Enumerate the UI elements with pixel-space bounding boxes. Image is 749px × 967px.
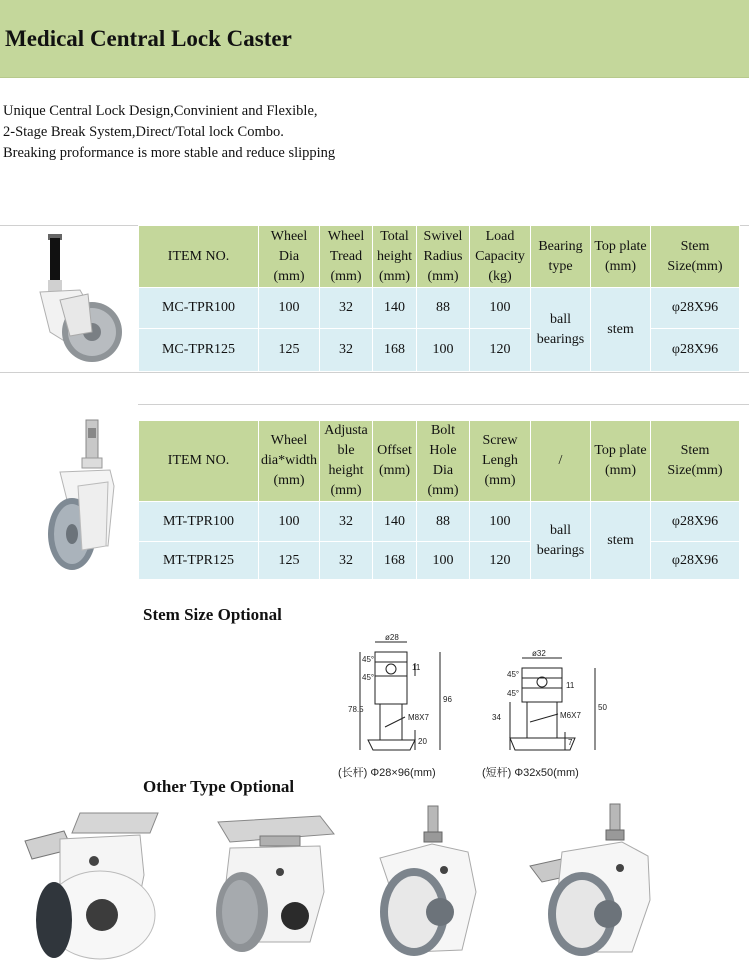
long-stem-caption: (长杆) Φ28×96(mm) (338, 767, 436, 779)
table-cell: 100 (470, 288, 531, 329)
page-title: Medical Central Lock Caster (5, 26, 292, 51)
table-cell: 32 (320, 329, 373, 372)
caster-threaded-stem-image (372, 802, 502, 962)
page-header (0, 0, 749, 78)
dim-label: 45° (362, 673, 375, 682)
divider (0, 372, 749, 373)
table-cell: 100 (259, 502, 320, 542)
intro-text (3, 101, 335, 164)
dim-label: ø32 (532, 649, 546, 658)
table-cell: 120 (470, 542, 531, 580)
table-header-cell: Offset (mm) (373, 421, 417, 502)
top-plate: stem (591, 502, 651, 580)
dim-label: 45° (362, 655, 375, 664)
spec-table-mc (138, 225, 740, 372)
dim-label: 34 (492, 713, 501, 722)
dim-label: 11 (412, 663, 421, 672)
table-cell: 88 (417, 502, 470, 542)
table-cell: 125 (259, 542, 320, 580)
stem-size: φ28X96 (651, 288, 740, 329)
caster-mc-image (30, 232, 130, 368)
table-row (139, 502, 740, 542)
table-cell: 100 (417, 329, 470, 372)
item-no: MT-TPR100 (139, 502, 259, 542)
other-type-title: Other Type Optional (143, 777, 295, 796)
dim-label: 50 (598, 703, 607, 712)
table-cell: 32 (320, 542, 373, 580)
intro-line: Unique Central Lock Design,Convinient and Flexible, (3, 103, 318, 119)
dim-label: 96 (443, 695, 452, 704)
table-header-cell: Screw Lengh (mm) (470, 421, 531, 502)
table-header-cell: Swivel Radius (mm) (417, 226, 470, 288)
top-plate: stem (591, 288, 651, 372)
table-cell: 140 (373, 502, 417, 542)
short-stem-caption: (短杆) Φ32x50(mm) (482, 767, 579, 779)
table-header-cell: Total height (mm) (373, 226, 417, 288)
spec-table-mt (138, 420, 740, 580)
caster-top-plate-brake-image (20, 805, 170, 965)
table-header-cell: Adjusta ble height (mm) (320, 421, 373, 502)
table-header-cell: Top plate (mm) (591, 421, 651, 502)
table-cell: 120 (470, 329, 531, 372)
table-header-cell: ITEM NO. (139, 421, 259, 502)
bearing-type: ball bearings (531, 502, 591, 580)
caster-top-plate-image (200, 812, 350, 962)
divider (138, 404, 749, 405)
table-header-cell: Stem Size(mm) (651, 421, 740, 502)
table-header-cell: Wheel Tread (mm) (320, 226, 373, 288)
dim-label: 7 (568, 738, 573, 747)
stem-size: φ28X96 (651, 329, 740, 372)
table-header-cell: / (531, 421, 591, 502)
table-header-cell: Stem Size(mm) (651, 226, 740, 288)
dim-label: 45° (507, 689, 520, 698)
intro-line: 2-Stage Break System,Direct/Total lock Combo. (3, 124, 284, 140)
caster-mt-image (38, 416, 138, 576)
item-no: MC-TPR125 (139, 329, 259, 372)
item-no: MC-TPR100 (139, 288, 259, 329)
table-cell: 100 (470, 502, 531, 542)
table-header-cell: Bolt Hole Dia (mm) (417, 421, 470, 502)
dim-label: 45° (507, 670, 520, 679)
dim-label: ø28 (385, 633, 399, 642)
dim-label: M6X7 (560, 711, 581, 720)
table-cell: 32 (320, 288, 373, 329)
dim-label: 20 (418, 737, 427, 746)
table-header-cell: Top plate (mm) (591, 226, 651, 288)
dim-label: 78.5 (348, 705, 364, 714)
table-header-cell: Bearing type (531, 226, 591, 288)
item-no: MT-TPR125 (139, 542, 259, 580)
stem-size-title: Stem Size Optional (143, 605, 282, 624)
table-header-cell: Load Capacity (kg) (470, 226, 531, 288)
table-cell: 100 (259, 288, 320, 329)
table-cell: 168 (373, 329, 417, 372)
stem-size-diagram (330, 632, 630, 782)
dim-label: 11 (566, 681, 575, 690)
table-header-cell: Wheel dia*width (mm) (259, 421, 320, 502)
table-cell: 140 (373, 288, 417, 329)
stem-size: φ28X96 (651, 542, 740, 580)
table-cell: 168 (373, 542, 417, 580)
intro-line: Breaking proformance is more stable and reduce slipping (3, 145, 336, 161)
bearing-type: ball bearings (531, 288, 591, 372)
dim-label: M8X7 (408, 713, 429, 722)
table-row (139, 288, 740, 329)
table-cell: 100 (417, 542, 470, 580)
table-header-cell: ITEM NO. (139, 226, 259, 288)
table-cell: 88 (417, 288, 470, 329)
table-cell: 125 (259, 329, 320, 372)
caster-threaded-stem-brake-image (522, 800, 662, 962)
table-header-cell: Wheel Dia (mm) (259, 226, 320, 288)
table-cell: 32 (320, 502, 373, 542)
stem-size: φ28X96 (651, 502, 740, 542)
